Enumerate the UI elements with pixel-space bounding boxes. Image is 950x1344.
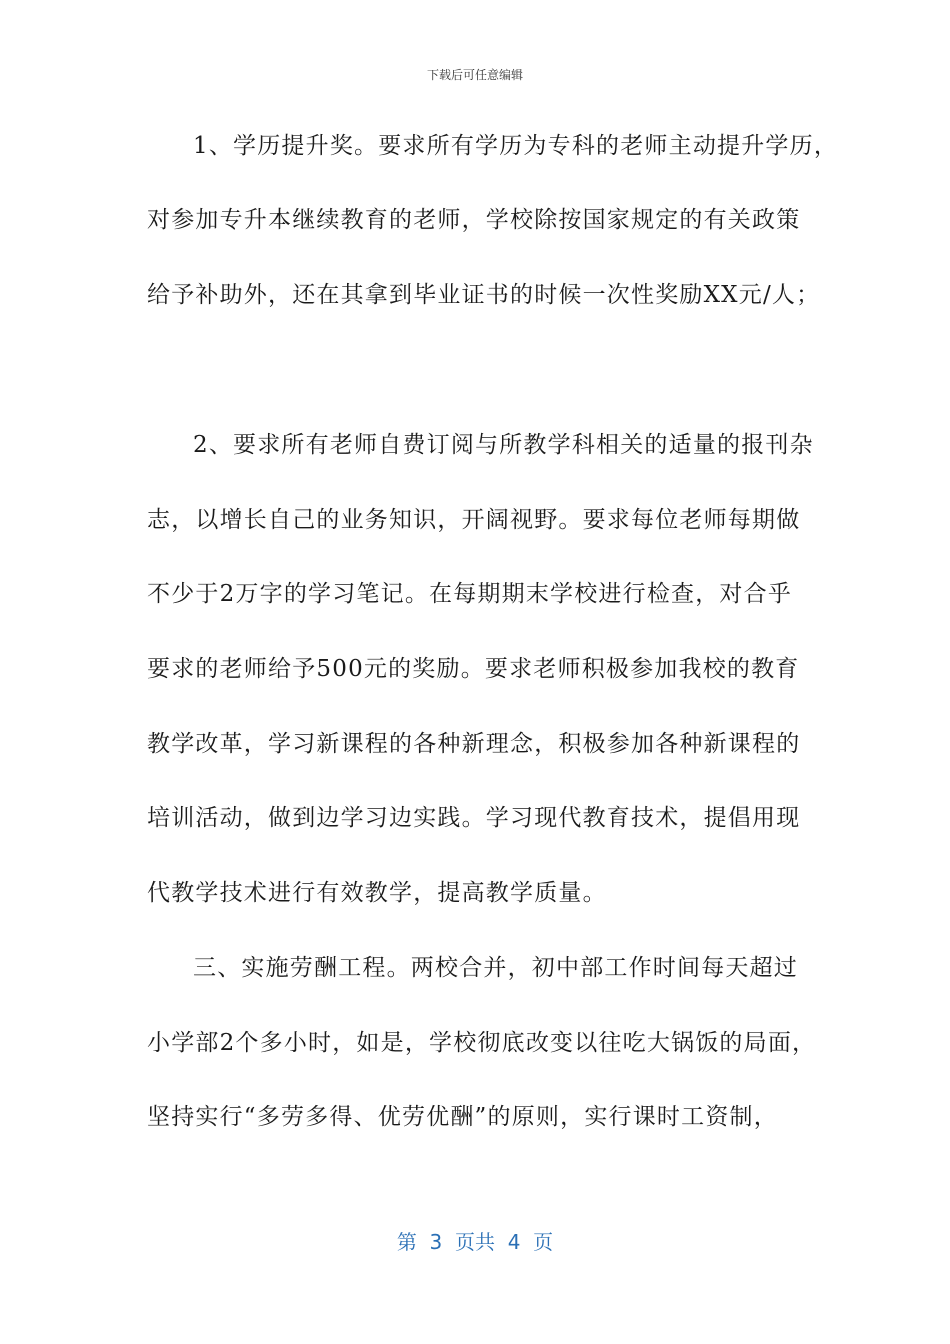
text-line: 代教学技术进行有效教学，提高教学质量。 [147, 880, 607, 906]
text-line: 志，以增长自己的业务知识，开阔视野。要求每位老师每期做 [147, 507, 801, 533]
text-line: 要求的老师给予500元的奖励。要求老师积极参加我校的教育 [147, 656, 800, 682]
text-line: 教学改革，学习新课程的各种新理念，积极参加各种新课程的 [147, 731, 801, 757]
text-line: 给予补助外，还在其拿到毕业证书的时候一次性奖励XX元/人； [147, 282, 821, 308]
text-line: 三、实施劳酬工程。两校合并，初中部工作时间每天超过 [193, 955, 798, 981]
text-line: 不少于2万字的学习笔记。在每期期末学校进行检查，对合乎 [147, 581, 793, 607]
text-line: 2、要求所有老师自费订阅与所教学科相关的适量的报刊杂 [193, 432, 814, 458]
text-line: 1、学历提升奖。要求所有学历为专科的老师主动提升学历， [193, 133, 839, 159]
text-line: 培训活动，做到边学习边实践。学习现代教育技术，提倡用现 [147, 805, 801, 831]
text-line: 小学部2个多小时，如是，学校彻底改变以往吃大锅饭的局面， [147, 1030, 817, 1056]
page-number-footer: 第 3 页共 4 页 [396, 1230, 554, 1254]
page-header: 下载后可任意编辑 [426, 68, 523, 82]
text-line: 对参加专升本继续教育的老师，学校除按国家规定的有关政策 [147, 207, 801, 233]
text-line: 坚持实行“多劳多得、优劳优酬”的原则，实行课时工资制， [147, 1104, 778, 1130]
